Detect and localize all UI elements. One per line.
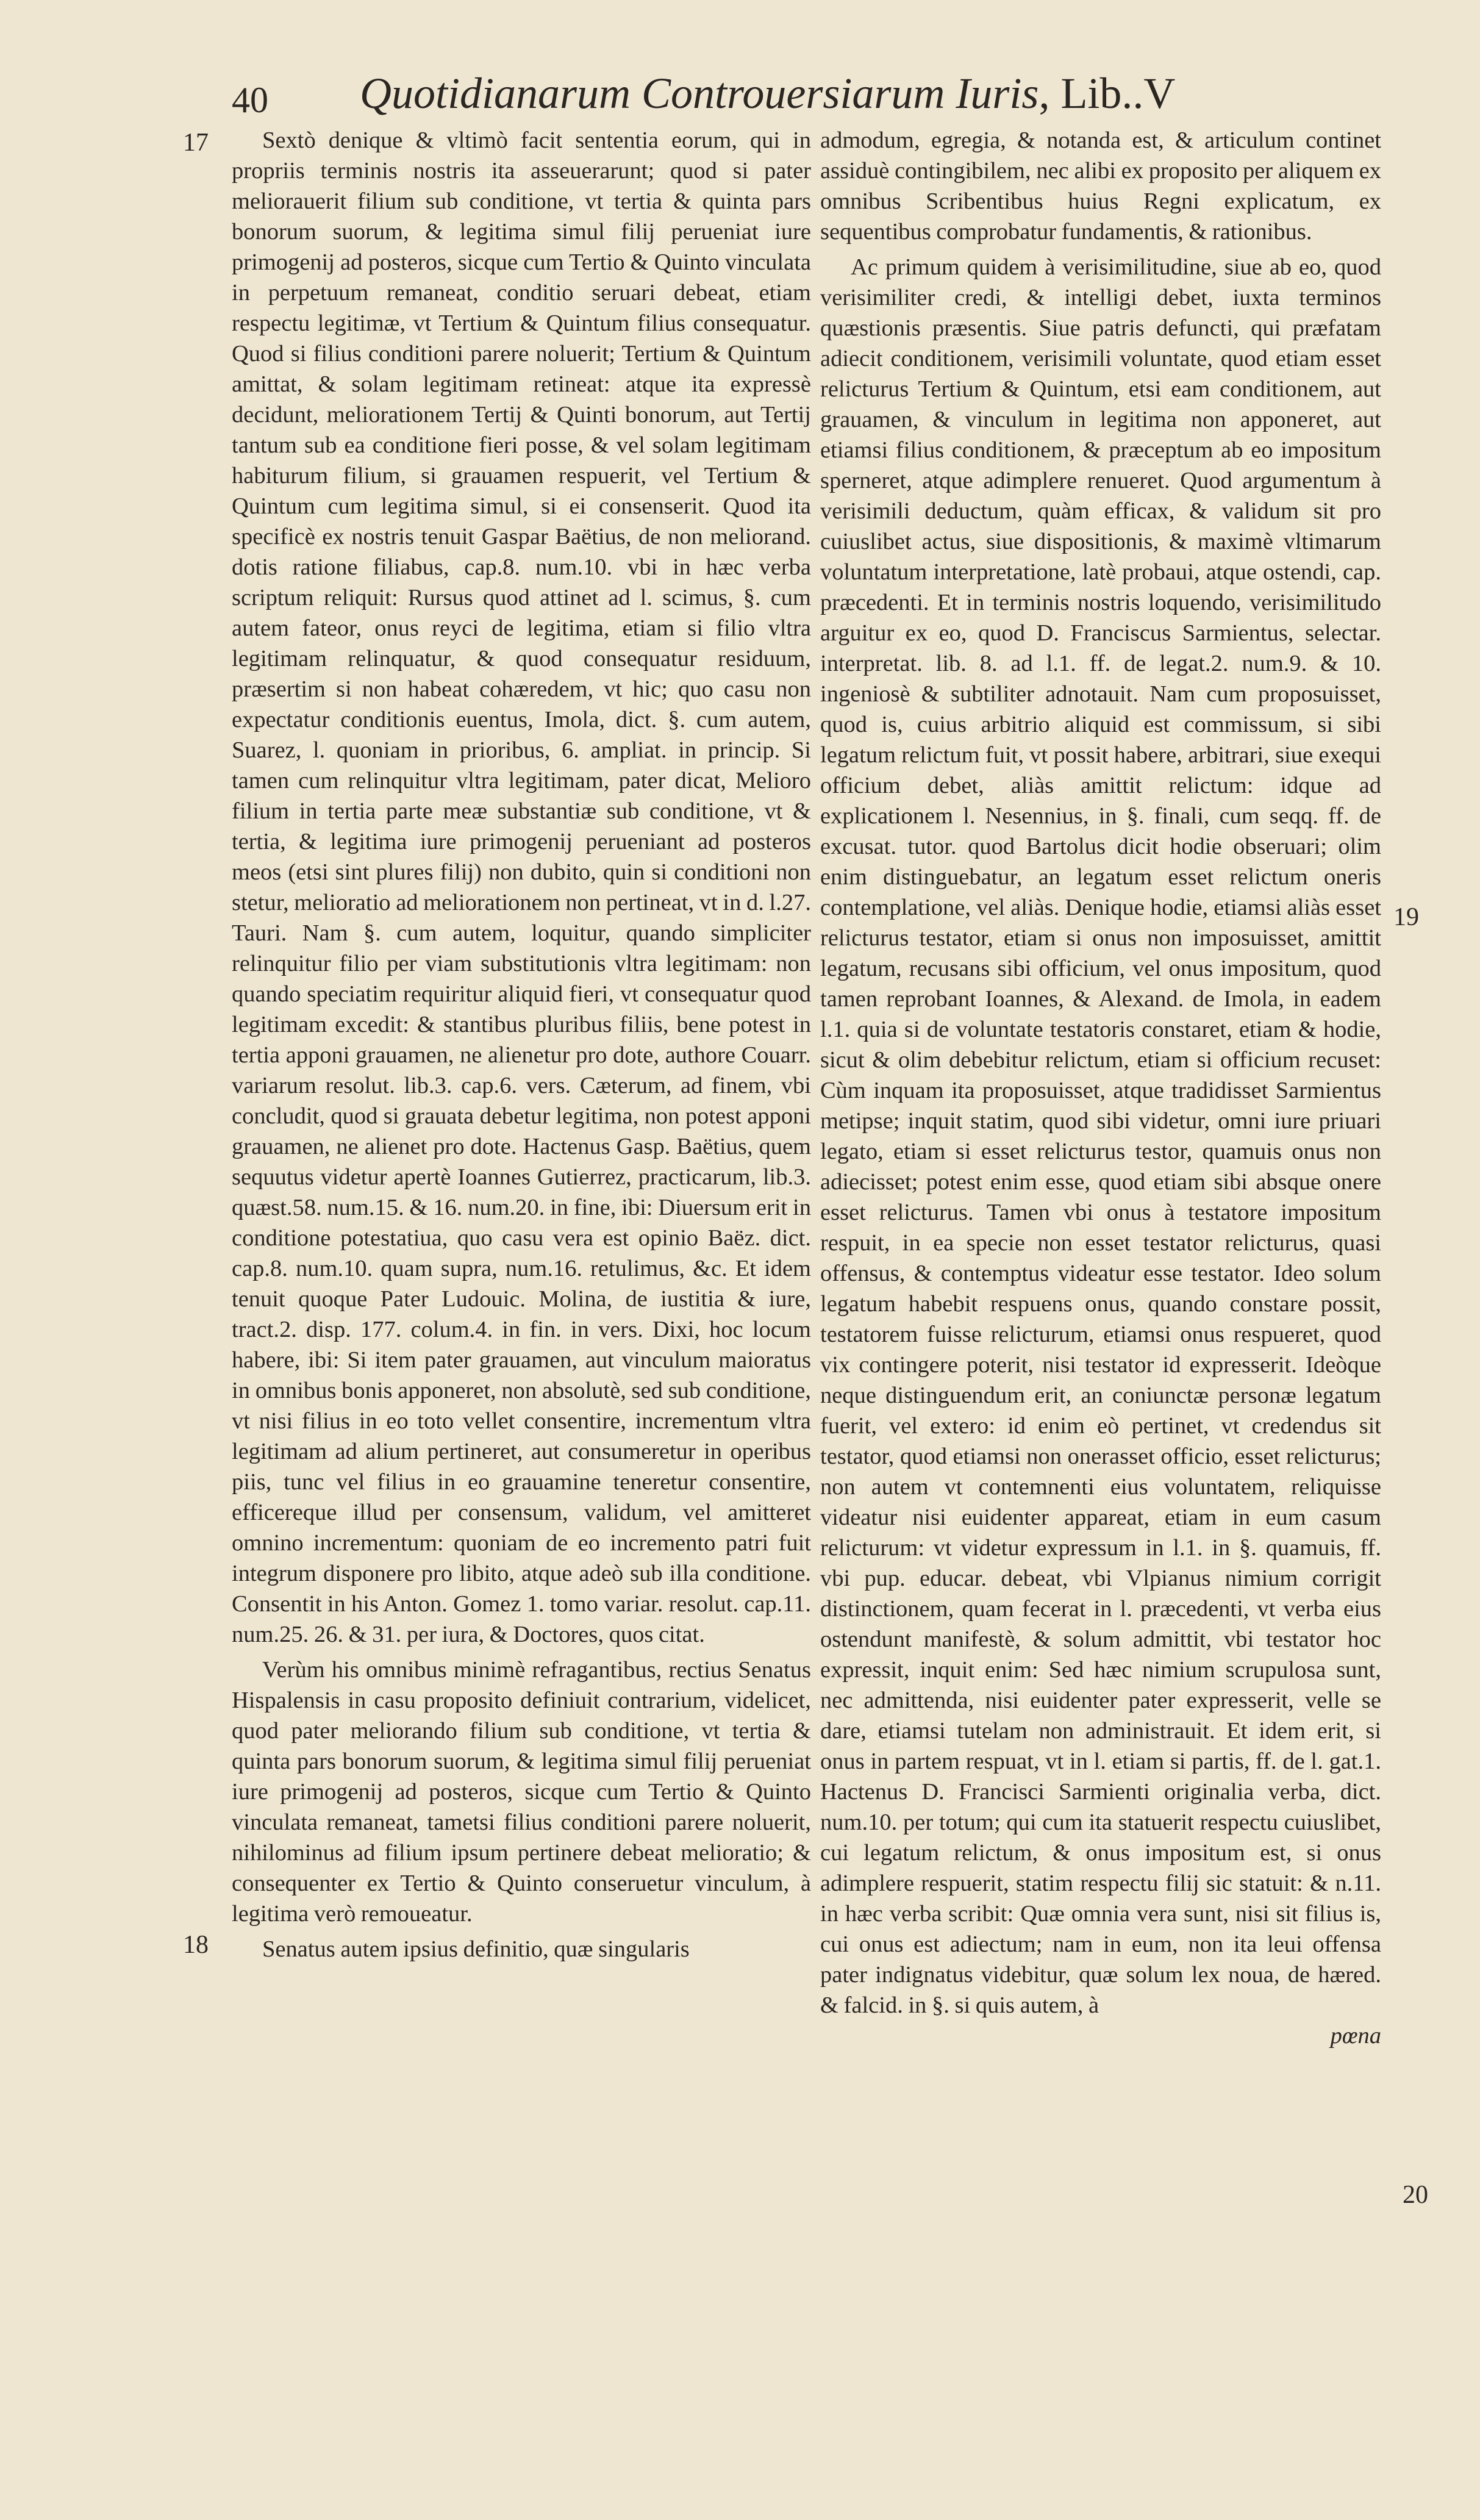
running-title <box>360 68 1175 119</box>
book-number: , Lib..V <box>1039 69 1176 118</box>
catchword: pœna <box>1330 2023 1381 2049</box>
margin-number-19: 19 <box>1393 903 1419 931</box>
paragraph-18: Verùm his omnibus minimè refragantibus, rectius Senatus Hispalensis in casu proposito definiuit contrarium, videlicet, quod pater meliorando filium sub conditione, vt tertia & quinta pars bonorum suorum, & legitima simul filij perueniat iure primogenij ad posteros, sicque cum Tertio & Quinto vinculata remaneat, tametsi filius conditioni parere noluerit, nihilominus ad filium ipsum pertinere debeat melioratio; & consequenter ex Tertio & Quinto conseruetur vinculum, à legitima verò remoueatur. <box>232 1657 811 1927</box>
running-title-text: Quotidianarum Controuersiarum Iuris <box>360 69 1039 118</box>
left-column <box>232 125 811 1964</box>
paragraph-continued: admodum, egregia, & notanda est, & articulum continet assiduè contingibilem, nec alibi ex proposito per aliquem ex omnibus Scribentibus huius Regni explicatum, ex sequentibus comprobatur fundamentis, & rationibus. <box>820 127 1381 245</box>
paragraph-18-continuation: Senatus autem ipsius definitio, quæ singularis <box>262 1936 690 1962</box>
paragraph-19: Ac primum quidem à verisimilitudine, siue ab eo, quod verisimiliter credi, & intelligi debet, iuxta terminos quæstionis præsentis. Siue patris defuncti, qui præfatam adiecit conditionem, verisimili voluntate, quod etiam esset relicturus Tertium & Quintum, etsi eam conditionem, aut grauamen, & vinculum in legitima non apponeret, aut etiamsi filius conditionem, & præceptum ab eo impositum sperneret, atque adimplere renueret. Quod argumentum à verisimili deductum, quàm efficax, & validum sit pro cuiuslibet actus, siue dispositionis, & maximè vltimarum voluntatum interpretatione, latè probaui, atque ostendi, cap. præcedenti. Et in terminis nostris loquendo, verisimilitudo arguitur ex eo, quod D. Franciscus Sarmientus, selectar. interpretat. lib. 8. ad l.1. ff. de legat.2. num.9. & 10. ingeniosè & subtiliter adnotauit. Nam cum proposuisset, quod is, cuius arbitrio aliquid est commissum, si sibi legatum relictum fuit, vt possit habere, arbitrari, siue exequi officium debet, aliàs amittit relictum: idque ad explicationem l. Nesennius, in §. finali, cum seqq. ff. de excusat. tutor. quod Bartolus dicit hodie obseruari; olim enim distinguebatur, an legatum esset relictum oneris contemplatione, vel aliàs. Denique hodie, etiamsi aliàs esset relicturus testator, etiam si onus non imposuisset, amittit legatum, recusans sibi officium, vel onus impositum, quod tamen reprobant Ioannes, & Alexand. de Imola, in eadem l.1. quia si de voluntate testatoris constaret, etiam & hodie, sicut & olim debebitur relictum, etiam si officium recuset: Cùm inquam ita proposuisset, atque tradidisset Sarmientus metipse; inquit statim, quod sibi videtur, omni iure priuari legato, etiam si esset relicturus testor, quamuis onus non adiecisset; potest enim esse, quod etiam sibi absque onere esset relicturus. Tamen vbi onus à testatore impositum respuit, in ea specie non esset testator relicturus, quasi offensus, & contemptus videatur esse testator. Ideo solum legatum habebit respuens onus, quando constare possit, testatorem fuisse relicturum, etiamsi onus respueret, quod vix contingere poterit, nisi testator id expresserit. Ideòque neque distinguendum erit, an coniunctæ personæ legatum fuerit, vel extero: id enim eò pertinet, vt credendus sit testator, quod etiamsi non onerasset officio, esset relicturus; non autem vt contemnenti eius voluntatem, reliquisse videatur nisi euidenter appareat, etiam in eum casum relicturum: vt videtur expressum in l.1. in §. quamuis, ff. vbi pup. educar. debeat, vbi Vlpianus nimium corrigit distinctionem, quam fecerat in l. præcedenti, vt verba eius ostendunt manifestè, & solum admittit, vbi testator hoc expressit, inquit enim: Sed hæc nimium scrupulosa sunt, nec admittenda, nisi euidenter pater expresserit, velle se dare, etiamsi tutelam non administrauit. Et idem erit, si onus in partem respuat, vt in l. etiam si partis, ff. de l. gat.1. Hactenus D. Francisci Sarmienti originalia verba, dict. num.10. per totum; qui cum ita statuerit respectu cuiuslibet, cui legatum relictum, & onus impositum est, si onus adimplere respuerit, statim respectu filij sic statuit: & n.11. in hæc verba scribit: Quæ omnia vera sunt, nisi sit filius is, cui onus est adiectum; nam in eum, non ita leui offensa pater indignatus videbitur, quæ solum lex noua, de hæred. & falcid. in §. si quis autem, à <box>820 254 1381 2018</box>
right-column <box>820 125 1381 2051</box>
page-number: 40 <box>232 80 268 120</box>
margin-number-20: 20 <box>1403 2181 1428 2209</box>
paragraph-17: Sextò denique & vltimò facit sententia eorum, qui in propriis terminis nostris ita asseuerarunt; quod si pater meliorauerit filium sub conditione, vt tertia & quinta pars bonorum suorum, & legitima simul filij perueniat iure primogenij ad posteros, sicque cum Tertio & Quinto vinculata in perpetuum remaneat, conditio seruari debeat, etiam respectu legitimæ, vt Tertium & Quintum filius consequatur. Quod si filius conditioni parere noluerit; Tertium & Quintum amittat, & solam legitimam retineat: atque ita expressè decidunt, meliorationem Tertij & Quinti bonorum, aut Tertij tantum sub ea conditione fieri posse, & vel solam legitimam habiturum filium, si grauamen respuerit, vel Tertium & Quintum cum legitima simul, si ei consenserit. Quod ita specificè ex nostris tenuit Gaspar Baëtius, de non meliorand. dotis ratione filiabus, cap.8. num.10. vbi in hæc verba scriptum reliquit: Rursus quod attinet ad l. scimus, §. cum autem fateor, onus reyci de legitima, etiam si filio vltra legitimam relinquatur, & quod consequatur residuum, præsertim si non habeat cohæredem, vt hic; quo casu non expectatur conditionis euentus, Imola, dict. §. cum autem, Suarez, l. quoniam in prioribus, 6. ampliat. in princip. Si tamen cum relinquitur vltra legitimam, pater dicat, Melioro filium in tertia parte meæ substantiæ sub conditione, vt & tertia, & legitima iure primogenij perueniant ad posteros meos (etsi sint plures filij) non dubito, quin si conditioni non stetur, melioratio ad meliorationem non pertineat, vt in d. l.27. Tauri. Nam §. cum autem, loquitur, quando simpliciter relinquitur filio per viam substitutionis vltra legitimam: non quando speciatim requiritur aliquid fieri, vt consequatur quod legitimam excedit: & stantibus pluribus filiis, bene potest in tertia apponi grauamen, ne alienetur pro dote, authore Couarr. variarum resolut. lib.3. cap.6. vers. Cæterum, ad finem, vbi concludit, quod si grauata debetur legitima, non potest apponi grauamen, ne alienet pro dote. Hactenus Gasp. Baëtius, quem sequutus videtur apertè Ioannes Gutierrez, practicarum, lib.3. quæst.58. num.15. & 16. num.20. in fine, ibi: Diuersum erit in conditione potestatiua, quo casu vera est opinio Baëz. dict. cap.8. num.10. quam supra, num.16. retulimus, &c. Et idem tenuit quoque Pater Ludouic. Molina, de iustitia & iure, tract.2. disp. 177. colum.4. in fin. in vers. Dixi, hoc locum habere, ibi: Si item pater grauamen, aut vinculum maioratus in omnibus bonis apponeret, non absolutè, sed sub conditione, vt nisi filius in eo toto vellet consentire, incrementum vltra legitimam ad alium pertineret, aut consumeretur in operibus piis, tunc vel filius in eo grauamine teneretur consentire, efficereque illud per consensum, validum, vel amitteret omnino incrementum: quoniam de eo incremento patri fuit integrum disponere pro libito, atque adeò sub illa conditione. Consentit in his Anton. Gomez 1. tomo variar. resolut. cap.11. num.25. 26. & 31. per iura, & Doctores, quos citat. <box>232 127 811 1647</box>
margin-number-18: 18 <box>183 1931 209 1959</box>
margin-number-17: 17 <box>183 129 209 157</box>
